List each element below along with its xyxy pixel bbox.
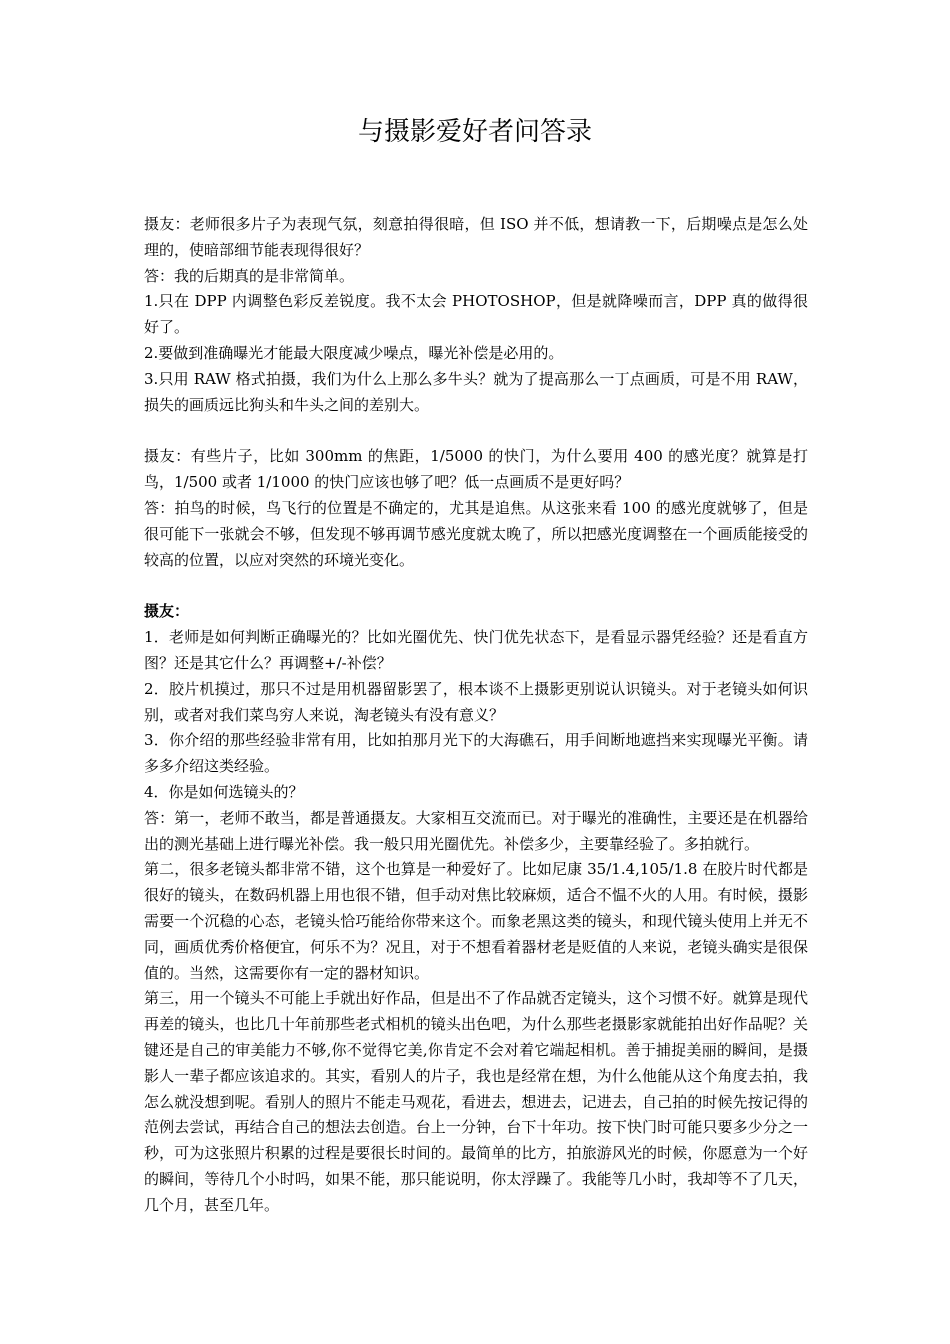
qa-block-2 xyxy=(144,444,808,573)
question-item-4: 4．你是如何选镜头的？ xyxy=(144,782,304,801)
question-paragraph: 摄友：有些片子，比如 300mm 的焦距，1/5000 的快门，为什么要用 400 的感光度？就算是打鸟，1/500 或者 1/1000 的快门应该也够了吧？低一点画质不是更好吗？ xyxy=(144,447,808,492)
document-title: 与摄影爱好者问答录 xyxy=(357,117,592,147)
answer-point-1: 1.只在 DPP 内调整色彩反差锐度。我不太会 PHOTOSHOP，但是就降噪而言，DPP 真的做得很好了。 xyxy=(144,292,808,337)
answer-part-3: 第三，用一个镜头不可能上手就出好作品，但是出不了作品就否定镜头，这个习惯不好。就算是现代再差的镜头，也比几十年前那些老式相机的镜头出色吧，为什么那些老摄影家就能拍出好作品呢？关键还是自己的审美能力不够,你不觉得它美,你肯定不会对着它端起相机。善于捕捉美丽的瞬间，是摄影人一辈子都应该追求的。其实，看别人的片子，我也是经常在想，为什么他能从这个角度去拍，我怎么就没想到呢。看别人的照片不能走马观花，看进去，想进去，记进去，自己拍的时候先按记得的范例去尝试，再结合自己的想法去创造。台上一分钟，台下十年功。按下快门时可能只要多少分之一秒，可为这张照片积累的过程是要很长时间的。最简单的比方，拍旅游风光的时候，你愿意为一个好的瞬间，等待几个小时吗，如果不能，那只能说明，你太浮躁了。我能等几小时，我却等不了几天，几个月，甚至几年。 xyxy=(144,989,808,1214)
answer-point-2: 2.要做到准确曝光才能最大限度减少噪点，曝光补偿是必用的。 xyxy=(144,343,564,362)
question-item-3: 3．你介绍的那些经验非常有用，比如拍那月光下的大海礁石，用手间断地遮挡来实现曝光平衡。请多多介绍这类经验。 xyxy=(144,731,808,776)
question-item-2: 2．胶片机摸过，那只不过是用机器留影罢了，根本谈不上摄影更别说认识镜头。对于老镜头如何识别，或者对我们菜鸟穷人来说，淘老镜头有没有意义？ xyxy=(144,679,808,724)
document-body xyxy=(144,212,808,1218)
qa-block-1 xyxy=(144,212,808,418)
question-item-1: 1．老师是如何判断正确曝光的？比如光圈优先、快门优先状态下，是看显示器凭经验？还是看直方图？还是其它什么？再调整+/-补偿？ xyxy=(144,628,808,672)
qa-block-3 xyxy=(144,599,808,1218)
answer-part-1: 答：第一，老师不敢当，都是普通摄友。大家相互交流而已。对于曝光的准确性，主要还是在机器给出的测光基础上进行曝光补偿。我一般只用光圈优先。补偿多少，主要靠经验了。多拍就行。 xyxy=(144,808,808,853)
answer-part-2: 第二，很多老镜头都非常不错，这个也算是一种爱好了。比如尼康 35/1.4,105/1.8 在胶片时代都是很好的镜头，在数码机器上用也很不错，但手动对焦比较麻烦，适合不愠不火的人用。有时候，摄影需要一个沉稳的心态，老镜头恰巧能给你带来这个。而象老黑这类的镜头，和现代镜头使用上并无不同，画质优秀价格便宜，何乐不为？况且，对于不想看着器材老是贬值的人来说，老镜头确实是很保值的。当然，这需要你有一定的器材知识。 xyxy=(144,860,808,982)
answer-point-3: 3.只用 RAW 格式拍摄，我们为什么上那么多牛头？就为了提高那么一丁点画质，可是不用 RAW，损失的画质远比狗头和牛头之间的差别大。 xyxy=(144,369,808,414)
question-paragraph: 摄友：老师很多片子为表现气氛，刻意拍得很暗，但 ISO 并不低，想请教一下，后期噪点是怎么处理的，使暗部细节能表现得很好？ xyxy=(144,215,808,259)
block-spacer xyxy=(144,418,808,444)
questioner-label: 摄友： xyxy=(144,602,190,621)
block-spacer xyxy=(144,573,808,599)
answer-paragraph: 答：我的后期真的是非常简单。 xyxy=(144,266,355,285)
answer-paragraph: 答：拍鸟的时候，鸟飞行的位置是不确定的，尤其是追焦。从这张来看 100 的感光度就够了，但是很可能下一张就会不够，但发现不够再调节感光度就太晚了，所以把感光度调整在一个画质能接受的较高的位置，以应对突然的环境光变化。 xyxy=(144,498,808,569)
